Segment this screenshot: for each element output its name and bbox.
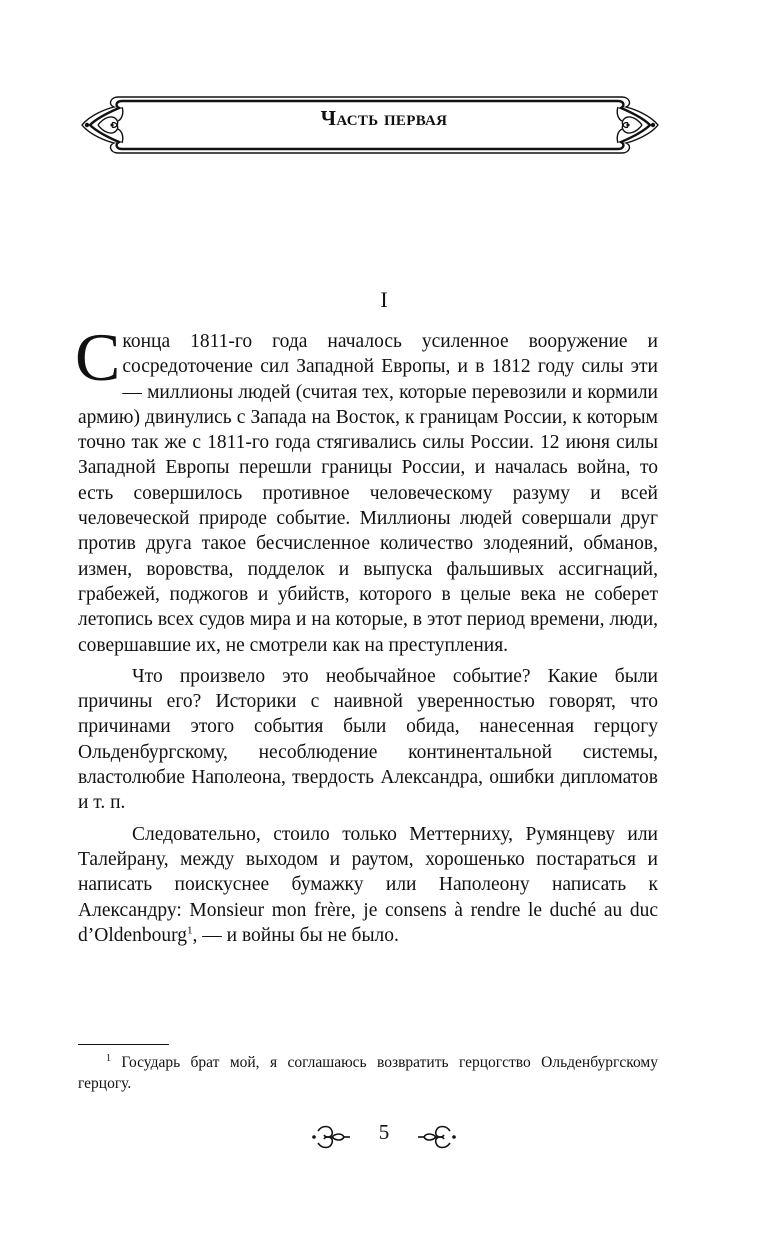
paragraph-3-text: Следовательно, стоило только Меттерниху, Румянцеву или Талейрану, между выходом и раутом, хорошенько постараться и написать поискуснее бумажку или Наполеону написать к Александру: Monsieur mon frère, je consens à rendre le duché au duc d’Oldenbourg [78,823,658,946]
page-number: 5 [378,1120,390,1144]
paragraph-2: Что произвело это необычайное событие? Какие были причины его? Историки с наивной уверенностью говорят, что причинами этого события были обида, нанесенная герцогу Ольденбургскому, несоблюдение континентальной системы, властолюбие Наполеона, твердость Александра, ошибки дипломатов и т. п. [78,665,658,814]
paragraph-3-tail: , — и войны бы не было. [192,924,399,946]
paragraph-1 [75,319,658,658]
footnote-reference[interactable]: 1 [187,924,193,937]
chapter-number: I [380,287,388,312]
drop-cap: С [75,319,121,395]
paragraph-3 [78,822,658,948]
body-text [75,319,658,948]
part-title: Часть первая [320,106,448,130]
footnote [78,1052,658,1094]
paragraph-1-text: конца 1811-го года началось усиленное вооружение и сосредоточение сил Западной Европы, и в 1812 году силы эти — миллионы людей (считая тех, которые перевозили и кормили армию) двинулись с Запада на Восток, к границам России, к которым точно так же с 1811-го года стягивались силы России. 12 июня силы Западной Европы перешли границы России, и началась война, то есть совершилось противное человеческому разуму и всей человеческой природе событие. Миллионы людей совершали друг против друга такое бесчисленное количество злодеяний, обманов, измен, воровства, подделок и выпуска фальшивых ассигнаций, грабежей, поджогов и убийств, которого в целые века не соберет летопись всех судов мира и на которые, в этот период времени, люди, совершавшие их, не смотрели как на преступления. [78,331,658,656]
footnote-text: Государь брат мой, я соглашаюсь возвратить герцогство Ольденбургскому герцогу. [78,1054,658,1092]
footnote-marker: 1 [106,1052,111,1064]
footnote-separator [78,1044,169,1045]
